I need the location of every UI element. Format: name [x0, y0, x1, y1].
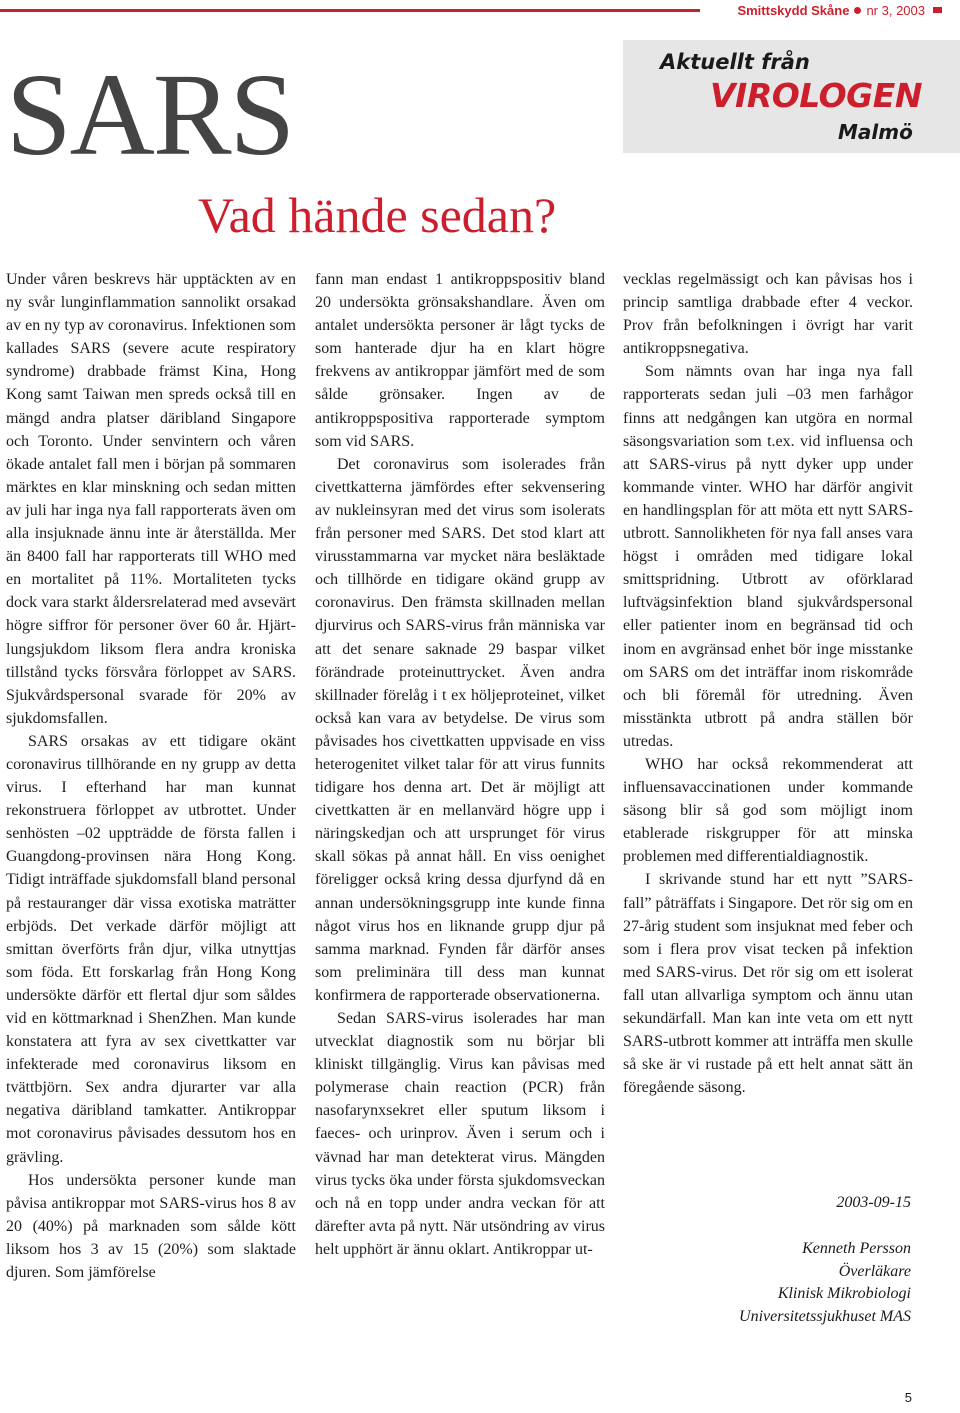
- paragraph: Under våren beskrevs här upptäckten av en ny svår lunginflammation sannolikt orsakad av en ny typ av coronavirus. Infektionen som kallades SARS (severe acute respiratory syndrome) drabbade främst Kina, Hong Kong samt Taiwan men spreds också till en mängd andra platser däribland Singapore och Toronto. Under senvintern och våren ökade antalet fall men i början på sommaren märktes en klar minskning och sedan mitten av juli har inga nya fall rapporterats även om alla insjuknade ännu inte är återställda. Mer än 8400 fall har rapporterats till WHO med en mortalitet på 11%. Mortaliteten tycks dock vara starkt åldersrelaterad med avsevärt högre siffror för personer över 60 år. Hjärt-lungsjukdom liksom flera andra kroniska tillstånd tycks försvåra förloppet av SARS. Sjukvårdspersonal svarade för 20% av sjukdomsfallen.: [6, 271, 296, 727]
- text-column-3: [623, 268, 913, 1099]
- author-name: Kenneth Persson: [802, 1240, 911, 1257]
- paragraph: vecklas regelmässigt och kan påvisas hos i princip samtliga drabbade efter 4 veckor. Prov från befolkningen i övrigt har varit antikroppsnegativa.: [623, 271, 913, 358]
- header-bar: [0, 0, 960, 22]
- author-signature: [623, 1238, 911, 1328]
- article-date: 2003-09-15: [836, 1194, 911, 1211]
- square-marker-icon: [933, 7, 942, 13]
- paragraph: Som nämnts ovan har inga nya fall rapporterats sedan juli –03 men farhågor finns att nedgången kan utgöra en normal säsongsvariation som t.ex. vid influensa och att SARS-virus på nytt dyker upp under kommande vinter. WHO har därför angivit en handlingsplan för att möta ett nytt SARS-utbrott. Sannolikheten för nya fall anses vara högst i områden med tidigare lokal smittspridning. Utbrott av oförklarad luftvägsinfektion bland sjukvårdspersonal eller patienter inom en begränsad tid och inom en avgränsad enhet bör inge misstanke om SARS om det inträffar inom riskområde och bli föremål för utredning. Även misstänkta utbrott på andra ställen bör utredas.: [623, 363, 913, 750]
- page-number: 5: [904, 1390, 912, 1405]
- author-hospital: Universitetssjukhuset MAS: [739, 1307, 911, 1325]
- header-text: [729, 1, 942, 19]
- issue-number: nr 3, 2003: [866, 2, 925, 18]
- article-title: SARS: [6, 49, 294, 180]
- text-column-2: [315, 268, 605, 1261]
- paragraph: Sedan SARS-virus isolerades har man utvecklat diagnostik som nu börjar bli kliniskt tillgänglig. Virus kan påvisas med polymerase chain reaction (PCR) från nasofarynxsekret eller sputum liksom i faeces- och urinprov. Även i serum och i vävnad har man detekterat virus. Mängden virus tycks öka under första sjukdomsveckan och nå en topp under andra veckan för att därefter avta på nytt. När utsöndring av virus helt upphört är ännu oklart. Antikroppar ut-: [315, 1010, 605, 1258]
- paragraph: SARS orsakas av ett tidigare okänt coronavirus tillhörande en ny grupp av detta virus. I efterhand har man kunnat rekonstruera förloppet av utbrottet. Under senhösten –02 uppträdde de första fallen i Guangdong-provinsen nära Hong Kong. Tidigt inträffade sjukdomsfall bland personal på restauranger där vissa exotiska maträtter erbjöds. Det verkade därför möjligt att smittan överförts från djur, vilka utnyttjas som föda. Ett forskarlag från Hong Kong undersökte därför ett flertal djur som såldes vid en köttmarknad i ShenZhen. Man kunde konstatera att fyra av sex civettkatter var infekterade med coronavirus liksom en tvättbjörn. Sex andra djurarter var alla negativa däribland tamkatter. Antikroppar mot coronavirus påvisades dessutom hos en grävling.: [6, 732, 296, 1166]
- publication-name: Smittskydd Skåne: [737, 2, 850, 18]
- header-rule: [0, 9, 700, 12]
- section-banner-line2: VIROLOGEN: [710, 76, 922, 115]
- paragraph: WHO har också rekommenderat att influensavaccinationen under kommande säsong blir så god som möjligt inom etablerade riskgrupper för att minska problemen med differentialdiagnostik.: [623, 755, 913, 866]
- article-subtitle: Vad hände sedan?: [198, 187, 557, 243]
- paragraph: fann man endast 1 antikroppspositiv bland 20 undersökta grönsakshandlare. Även om antalet undersökta personer är lågt tycks de som hanterade djur ha en klart högre frekvens av antikroppar jämfört med de som sålde grönsaker. Ingen av de antikroppspositiva rapporterade symptom som vid SARS.: [315, 271, 605, 450]
- paragraph: Det coronavirus som isolerades från civettkatterna jämfördes efter sekvensering av nukleinsyran med det virus som isolerats från personer med SARS. Det stod klart att virusstammarna var mycket nära besläktade och tillhörde en tidigare okänd grupp av coronavirus. Den främsta skillnaden mellan djurvirus och SARS-virus från människa var att det senare saknade 29 baspar vilket förändrade proteinuttrycket. Även andra skillnader förelåg i t ex höljeproteinet, vilket också kan vara av betydelse. De virus som påvisades hos civettkatten uppvisade en viss heterogenitet vilket talar för att virus funnits tidigare hos denna art. Det är möjligt att civettkatten är en mellanvärd högre upp i näringskedjan och att ursprunget för virus skall sökas på annat håll. En viss oenighet föreligger också kring dessa djurfynd då en annan undersökningsgrupp inte kunde finna något virus hos en liknande grupp djur på samma marknad. Fynden får därför anses som preliminära till dess man kunnat konfirmera de rapporterade observationerna.: [315, 455, 605, 1004]
- paragraph: Hos undersökta personer kunde man påvisa antikroppar mot SARS-virus hos 8 av 20 (40%) på marknaden som sålde kött liksom hos 3 av 15 (20%) som slaktade djuren. Som jämförelse: [6, 1171, 296, 1282]
- text-column-1: [6, 268, 296, 1284]
- section-banner-line3: Malmö: [838, 120, 913, 144]
- author-role: Överläkare: [838, 1262, 911, 1280]
- section-banner-line1: Aktuellt från: [660, 50, 810, 74]
- paragraph: I skrivande stund har ett nytt ”SARS-fall” påträffats i Singapore. Det rör sig om en 27-årig student som insjuknat med feber och som i flera prov visat tecken på infektion med SARS-virus. Det rör sig om ett isolerat fall utan allvarliga symptom och ännu utan sekundärfall. Man kan inte veta om ett nytt SARS-utbrott kommer att inträffa men skulle så ske är vi rustade på ett helt annat sätt än föregående säsong.: [623, 871, 913, 1097]
- bullet-icon: [854, 7, 861, 14]
- author-department: Klinisk Mikrobiologi: [777, 1285, 911, 1302]
